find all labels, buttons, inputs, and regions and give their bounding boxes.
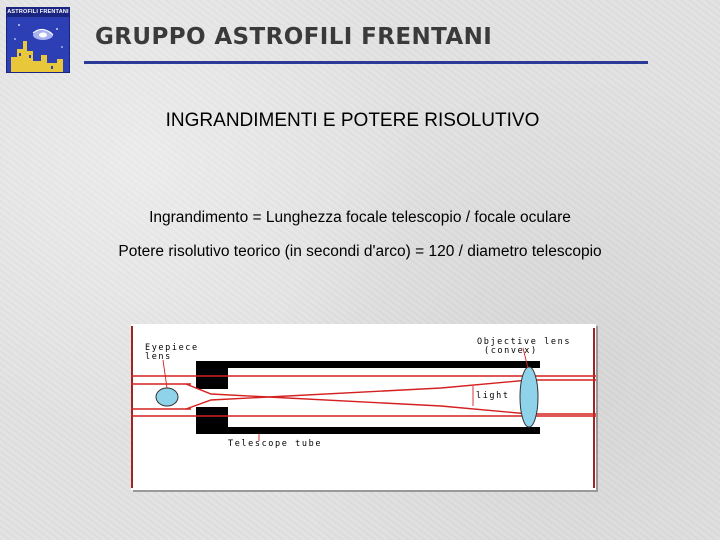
eyepiece-lens bbox=[156, 388, 178, 406]
resolving-power-formula: Potere risolutivo teorico (in secondi d'arco) = 120 / diametro telescopio bbox=[118, 243, 602, 260]
eyepiece-label-line2: lens bbox=[145, 352, 172, 362]
tube-bottom-wall bbox=[223, 427, 540, 434]
objective-lens bbox=[520, 367, 538, 427]
tube-label: Telescope tube bbox=[228, 439, 323, 449]
telescope-diagram bbox=[131, 324, 596, 490]
header-title: GRUPPO ASTROFILI FRENTANI bbox=[95, 24, 493, 50]
objective-label-line2: (convex) bbox=[484, 346, 538, 356]
club-logo bbox=[6, 7, 70, 73]
light-label: light bbox=[476, 391, 510, 401]
header-divider bbox=[84, 61, 648, 64]
objective-label-line1: Objective lens bbox=[477, 337, 572, 347]
eyepiece-label-line1: Eyepiece bbox=[145, 343, 199, 353]
tube-top-wall bbox=[223, 361, 540, 368]
eyepiece-holder-top bbox=[196, 361, 228, 389]
logo-text: ASTROFILI FRENTANI bbox=[7, 9, 69, 15]
slide-title: INGRANDIMENTI E POTERE RISOLUTIVO bbox=[165, 110, 540, 131]
magnification-formula: Ingrandimento = Lunghezza focale telescopio / focale oculare bbox=[149, 209, 571, 226]
eyepiece-holder-bottom bbox=[196, 407, 228, 434]
galaxy-icon bbox=[7, 17, 69, 72]
